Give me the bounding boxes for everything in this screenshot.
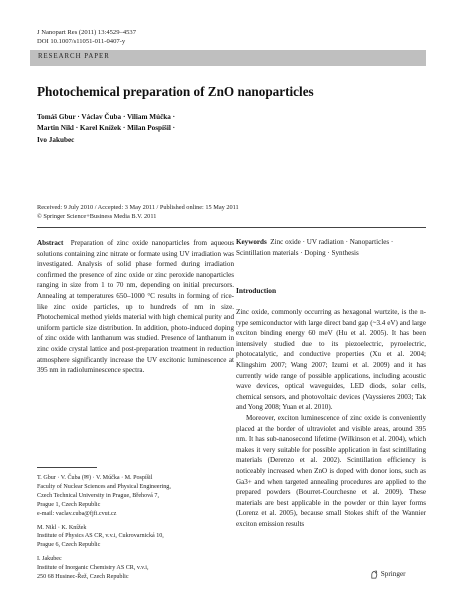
journal-line: J Nanopart Res (2011) 13:4529–4537 bbox=[37, 29, 137, 36]
abstract bbox=[37, 238, 234, 376]
publisher-name: Springer bbox=[380, 570, 406, 579]
article-title: Photochemical preparation of ZnO nanoparticles bbox=[37, 84, 314, 99]
article-type-label: RESEARCH PAPER bbox=[38, 53, 110, 60]
affiliation-block bbox=[37, 474, 234, 519]
affiliation-block bbox=[37, 524, 234, 551]
author-line: Martin Nikl · Karel Knížek · Milan Pospíšil · bbox=[37, 124, 176, 133]
introduction-body bbox=[236, 307, 426, 529]
affiliation-email[interactable]: e-mail: vaclav.cuba@fjfi.cvut.cz bbox=[37, 510, 117, 517]
springer-horse-icon bbox=[370, 570, 379, 579]
dates-line: Received: 9 July 2010 / Accepted: 3 May 2011 / Published online: 15 May 2011 bbox=[37, 204, 239, 211]
paragraph: Zinc oxide, commonly occurring as hexagonal wurtzite, is the n-type semiconductor with large direct band gap (~3.4 eV) and large exciton binding energy 60 meV (Hu et al. 2005). It has been intensively studied due to its piezoelectric, pyroelectric, photocatalytic, and conductive properties (Xu et al. 2004; Klingshirn 2007; Wang 2007; Izumi et al. 2009) and it has currently wide range of possible applications, including acoustic wave devices, optical waveguides, LED diods, solar cells, chemical sensors, and photovoltaic devices (Vayssieres 2003; Tak and Yong 2008; Yuan et al. 2010). bbox=[236, 308, 426, 412]
affiliation-block bbox=[37, 555, 234, 582]
affiliations bbox=[37, 474, 234, 587]
affiliation-line: T. Gbur · V. Čuba (✉) · V. Múčka · M. Pospíšil bbox=[37, 475, 153, 481]
section-heading-introduction: Introduction bbox=[236, 286, 277, 295]
keywords bbox=[236, 237, 426, 258]
affiliation-line: Prague 6, Czech Republic bbox=[37, 542, 101, 549]
affiliation-line: Prague 1, Czech Republic bbox=[37, 501, 101, 508]
header-divider bbox=[37, 227, 426, 228]
paragraph: Moreover, exciton luminescence of zinc oxide is conveniently placed at the border of ultraviolet and visible areas, around 395 nm. It has sub-nanosecond lifetime (Wilkinson et al. 2004), which makes it very suitable for possible application in fast scintillating materials (Derenzo et al. 2002). Scintillation efficiency is noticeably increased when ZnO is doped with donor ions, such as Ga3+ and when targeted annealing procedures are applied to the prepared powders (Bourret-Courchesne et al. 2009). These materials are best applicable in the powder or thin layer forms (Lorenz et al. 2005), because small Stokes shift of the Wannier exciton emission results bbox=[236, 413, 426, 528]
affiliation-line: Faculty of Nuclear Sciences and Physical Engineering, bbox=[37, 483, 171, 490]
affiliation-line: Czech Technical University in Prague, Břehová 7, bbox=[37, 492, 159, 499]
doi-line: DOI 10.1007/s11051-011-0407-y bbox=[37, 38, 126, 45]
author-line: Tomáš Gbur · Václav Čuba · Viliam Múčka · bbox=[37, 113, 176, 121]
author-line: Ivo Jakubec bbox=[37, 135, 75, 144]
affiliation-line: I. Jakubec bbox=[37, 556, 62, 563]
affiliation-line: 250 68 Husinec-Řež, Czech Republic bbox=[37, 574, 129, 581]
keywords-label: Keywords bbox=[236, 238, 267, 246]
abstract-text: Preparation of zinc oxide nanoparticles from aqueous solutions containing zinc nitrate or formate using UV irradiation was investigated. Analysis of solid phase formed during irradiation confirmed the presence of zinc oxide or zinc peroxide nanoparticles ranging in size from 1 to 70 nm, depending on initial precursors. Annealing at temperatures 650–1000 °C results in forming of rice-like zinc oxide particles, up to hundreds of nm in size. Photochemical method yields material with high chemical purity and uniform particle size distribution. In addition, photo-induced doping of zinc oxide with lanthanum was studied. Presence of lanthanum in zinc oxide crystal lattice and post-preparation treatment in reduction atmosphere significantly increase the UV excitonic luminescence at 395 nm in radioluminescence spectra. bbox=[37, 239, 234, 375]
copyright-line: © Springer Science+Business Media B.V. 2011 bbox=[37, 213, 157, 220]
abstract-label: Abstract bbox=[37, 239, 64, 247]
affiliation-line: M. Nikl · K. Knížek bbox=[37, 524, 87, 531]
publisher-logo bbox=[370, 570, 406, 579]
author-list bbox=[37, 112, 337, 146]
keywords-text: Zinc oxide · UV radiation · Nanoparticles · Scintillation materials · Doping · Synthesis bbox=[236, 238, 394, 257]
affiliation-line: Institute of Inorganic Chemistry AS CR, v.v.i, bbox=[37, 565, 149, 572]
affiliation-line: Institute of Physics AS CR, v.v.i, Cukrovarnická 10, bbox=[37, 533, 164, 540]
journal-citation bbox=[37, 28, 136, 46]
footnote-divider bbox=[37, 467, 97, 468]
publication-dates bbox=[37, 203, 239, 221]
